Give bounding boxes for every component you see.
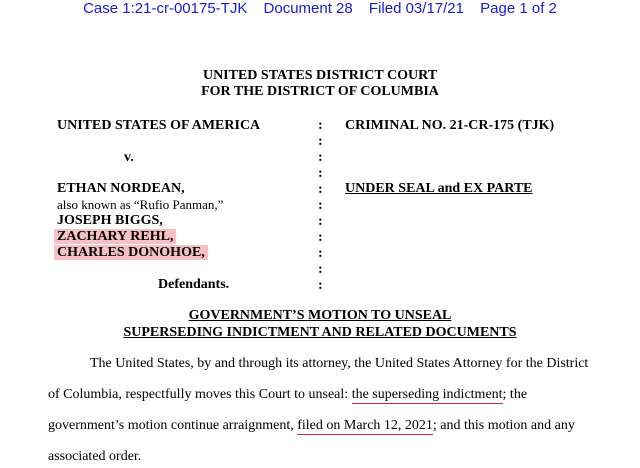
court-line-2: FOR THE DISTRICT OF COLUMBIA	[201, 84, 439, 99]
body-line-1: The United States, by and through its attorney, the United States Attorney for the District	[90, 356, 589, 371]
body-line-3	[48, 418, 575, 434]
caption-colon: :	[318, 166, 323, 181]
caption-colon: :	[318, 198, 323, 213]
versus: v.	[124, 150, 134, 165]
body-line-2	[48, 387, 527, 403]
caption-colon: :	[318, 262, 323, 277]
body-line-3-start: government’s motion continue arraignment,	[48, 418, 294, 433]
caption-colon: :	[318, 230, 323, 245]
motion-title-line-1: GOVERNMENT’S MOTION TO UNSEAL	[188, 308, 452, 323]
document-number: Document 28	[263, 0, 353, 17]
body-line-2-start: of Columbia, respectfully moves this Court to unseal:	[48, 387, 349, 402]
page-indicator: Page 1 of 2	[480, 0, 557, 17]
caption-colon: :	[318, 150, 323, 165]
caption-colon: :	[318, 182, 323, 197]
caption-colon: :	[318, 134, 323, 149]
caption-colon: :	[318, 246, 323, 261]
defendant-rehl: ZACHARY REHL,	[54, 229, 176, 244]
defendant-alias: also known as “Rufio Panman,”	[57, 197, 224, 212]
court-line-1: UNITED STATES DISTRICT COURT	[202, 68, 438, 83]
body-line-3-end: ; and this motion and any	[432, 418, 575, 433]
defendant-biggs: JOSEPH BIGGS,	[57, 213, 163, 228]
plaintiff-name: UNITED STATES OF AMERICA	[57, 118, 261, 133]
annotated-filing-date: filed on March 12, 2021	[297, 418, 433, 433]
defendants-label: Defendants.	[158, 277, 230, 292]
body-line-2-end: ; the	[502, 387, 528, 402]
body-line-4: associated order.	[48, 449, 142, 464]
filed-date: Filed 03/17/21	[368, 0, 464, 17]
case-number: Case 1:21-cr-00175-TJK	[83, 0, 248, 17]
criminal-number: CRIMINAL NO. 21-CR-175 (TJK)	[345, 118, 555, 133]
caption-colon: :	[318, 214, 323, 229]
court-heading	[0, 68, 640, 100]
defendant-donohoe: CHARLES DONOHOE,	[54, 245, 208, 260]
caption-colon: :	[318, 278, 323, 293]
motion-title-line-2: SUPERSEDING INDICTMENT AND RELATED DOCUMENTS	[123, 325, 517, 340]
caption-colon: :	[318, 118, 323, 133]
seal-status: UNDER SEAL and EX PARTE	[345, 181, 533, 196]
ecf-header	[0, 0, 640, 22]
annotated-superseding-indictment: the superseding indictment	[351, 387, 503, 402]
defendant-nordean: ETHAN NORDEAN,	[57, 181, 185, 196]
